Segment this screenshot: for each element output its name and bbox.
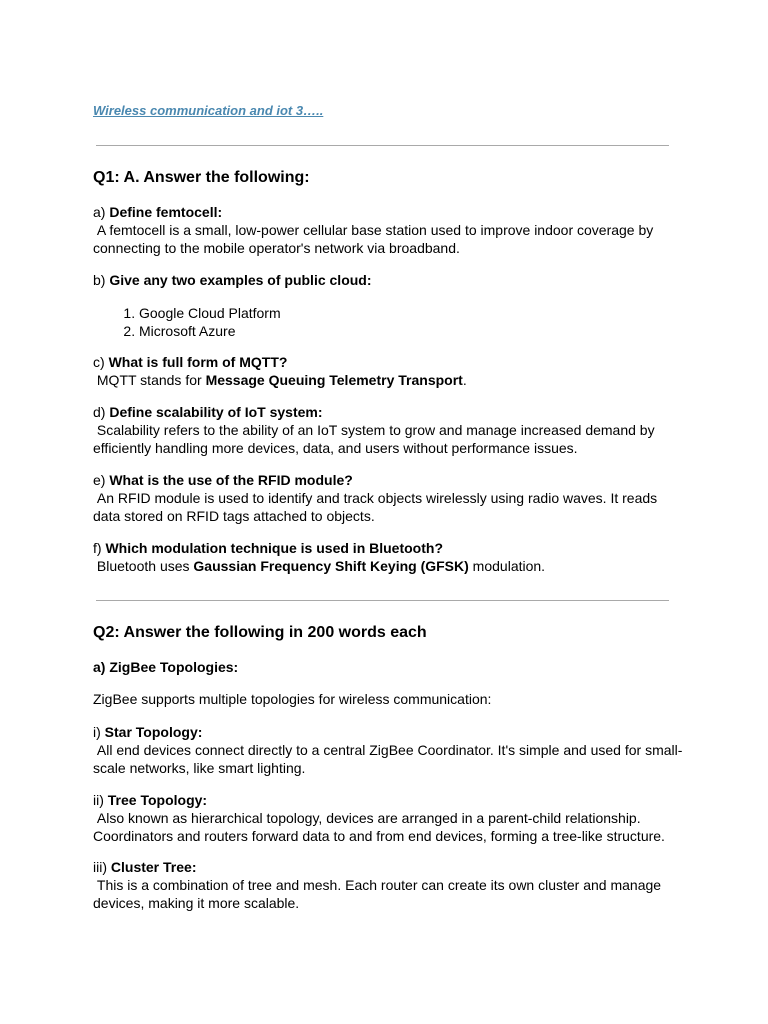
- question-text: Which modulation technique is used in Bluetooth?: [105, 540, 443, 556]
- question-text: Give any two examples of public cloud:: [109, 272, 372, 288]
- topology-description: [93, 809, 683, 845]
- answer-text-post: .: [462, 372, 467, 388]
- topology-label: ii): [93, 792, 104, 808]
- q1-c: [93, 353, 683, 389]
- answer-text-bold: Gaussian Frequency Shift Keying (GFSK): [193, 558, 469, 574]
- question-label: d): [93, 404, 106, 420]
- answer-text-pre: Bluetooth uses: [96, 558, 194, 574]
- answer-e: [93, 489, 683, 525]
- cloud-examples-list: [93, 304, 683, 340]
- q2-section-title: Q2: Answer the following in 200 words each: [93, 624, 427, 641]
- question-label: f): [93, 540, 102, 556]
- q1-f: [93, 539, 683, 575]
- topology-name: Cluster Tree:: [110, 859, 197, 875]
- q2-intro: [93, 690, 683, 708]
- answer-text-post: modulation.: [468, 558, 546, 574]
- question-b: [93, 271, 683, 289]
- question-label: e): [93, 472, 106, 488]
- answer-text: A femtocell is a small, low-power cellular base station used to improve indoor coverage by connecting to the mobile operator's network via broadband.: [93, 222, 654, 256]
- q2-section-title-wrap: [93, 624, 683, 642]
- question-f: [93, 539, 683, 557]
- topology-text: Also known as hierarchical topology, devices are arranged in a parent-child relationship. Coordinators and routers forward data to and from end devices, forming a tree-like structure.: [93, 810, 665, 844]
- topology-heading: [93, 791, 683, 809]
- divider: [96, 600, 669, 601]
- topology-heading: [93, 858, 683, 876]
- answer-d: [93, 421, 683, 457]
- topology-star: [93, 723, 683, 777]
- divider: [96, 145, 669, 146]
- q1-section-title-wrap: [93, 169, 683, 187]
- doc-header: [93, 101, 683, 120]
- q2-sub-a: [93, 658, 683, 676]
- list-item: 2. Microsoft Azure: [139, 322, 683, 340]
- q1-b: [93, 271, 683, 340]
- topology-description: [93, 741, 683, 777]
- answer-text: An RFID module is used to identify and track objects wirelessly using radio waves. It reads data stored on RFID tags attached to objects.: [93, 490, 658, 524]
- question-label: b): [93, 272, 106, 288]
- topology-cluster-tree: [93, 858, 683, 912]
- topology-label: iii): [93, 859, 107, 875]
- q1-a: [93, 203, 683, 257]
- topology-name: Tree Topology:: [107, 792, 208, 808]
- subheading-zigbee-topologies: a) ZigBee Topologies:: [93, 659, 239, 675]
- topology-heading: [93, 723, 683, 741]
- q1-d: [93, 403, 683, 457]
- list-item: 1. Google Cloud Platform: [139, 304, 683, 322]
- answer-a: [93, 221, 683, 257]
- question-d: [93, 403, 683, 421]
- question-text: What is the use of the RFID module?: [109, 472, 353, 488]
- document-title-link[interactable]: Wireless communication and iot 3…..: [93, 103, 324, 118]
- topology-text: All end devices connect directly to a central ZigBee Coordinator. It's simple and used for small-scale networks, like smart lighting.: [93, 742, 683, 776]
- question-label: c): [93, 354, 105, 370]
- topology-text: This is a combination of tree and mesh. Each router can create its own cluster and manage devices, making it more scalable.: [93, 877, 662, 911]
- topology-tree: [93, 791, 683, 845]
- question-e: [93, 471, 683, 489]
- topology-description: [93, 876, 683, 912]
- question-c: [93, 353, 683, 371]
- question-a: [93, 203, 683, 221]
- answer-text-bold: Message Queuing Telemetry Transport: [205, 372, 463, 388]
- intro-text: ZigBee supports multiple topologies for wireless communication:: [93, 691, 492, 707]
- topology-label: i): [93, 724, 101, 740]
- answer-f: [93, 557, 683, 575]
- question-text: Define femtocell:: [109, 204, 223, 220]
- question-label: a): [93, 204, 106, 220]
- answer-text: Scalability refers to the ability of an IoT system to grow and manage increased demand by efficiently handling more devices, data, and users without performance issues.: [93, 422, 655, 456]
- question-text: Define scalability of IoT system:: [109, 404, 323, 420]
- question-text: What is full form of MQTT?: [108, 354, 288, 370]
- q1-e: [93, 471, 683, 525]
- topology-name: Star Topology:: [104, 724, 203, 740]
- answer-c: [93, 371, 683, 389]
- answer-text-pre: MQTT stands for: [96, 372, 206, 388]
- q1-section-title: Q1: A. Answer the following:: [93, 169, 310, 186]
